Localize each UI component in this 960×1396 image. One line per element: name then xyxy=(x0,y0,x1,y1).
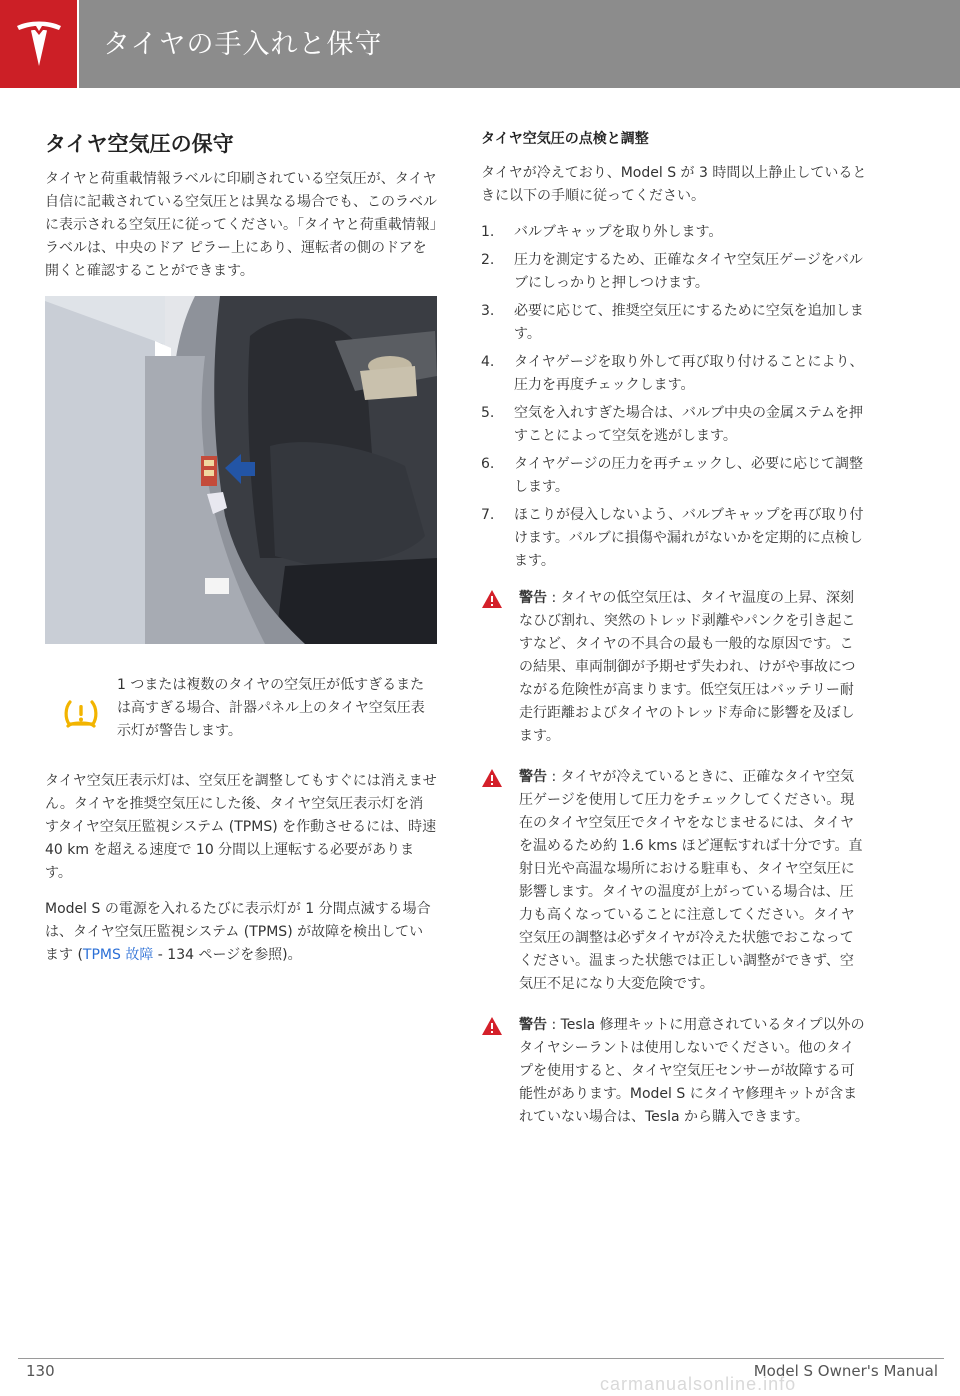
tpms-fault-text: Model S の電源を入れるたびに表示灯が 1 分間点滅する場合は、タイヤ空気圧監視システム (TPMS) が故障を検出しています ( xyxy=(45,901,431,963)
header-bar xyxy=(79,0,960,88)
step-item: 7. ほこりが侵入しないよう、バルブキャップを再び取り付けます。バルブに損傷や漏れがないかを定期的に点検します。 xyxy=(481,507,864,569)
step-item: 6. タイヤゲージの圧力を再チェックし、必要に応じて調整します。 xyxy=(481,456,864,495)
subsection-title: タイヤ空気圧の点検と調整 xyxy=(481,131,649,147)
warning-text: : Tesla 修理キットに用意されているタイプ以外のタイヤシーラントは使用しないでください。他のタイプを使用すると、タイヤ空気圧センサーが故障する可能性があります。Model S にタイヤ修理キットが含まれていない場合は、Tesla から購入できます。 xyxy=(519,1017,865,1125)
warning-block xyxy=(481,766,871,996)
intro-paragraph: タイヤと荷重載情報ラベルに印刷されている空気圧が、タイヤ自信に記載されている空気圧とは異なる場合でも、このラベルに表示される空気圧に従ってください。「タイヤと荷重載情報」ラベルは、中央のドア ピラー上にあり、運転者の側のドアを開くと確認することができます。 xyxy=(45,171,437,279)
door-pillar-label-photo xyxy=(45,296,437,644)
section-title: タイヤ空気圧の保守 xyxy=(45,131,234,156)
warning-text: : タイヤの低空気圧は、タイヤ温度の上昇、深刻なひび割れ、突然のトレッド剥離やパンクを引き起こすなど、タイヤの不具合の最も一般的な原因です。この結果、車両制御が予期せず失われ、けがや事故につながる危険性が高まります。低空気圧はバッテリー耐走行距離およびタイヤのトレッド寿命に影響を及ぼします。 xyxy=(519,590,856,744)
tesla-logo-icon xyxy=(15,18,63,70)
procedure-intro: タイヤが冷えており、Model S が 3 時間以上静止しているときに以下の手順に従ってください。 xyxy=(481,165,867,204)
procedure-steps xyxy=(481,221,871,573)
warning-label: 警告 xyxy=(519,769,547,785)
watermark: carmanualsonline.info xyxy=(600,1374,797,1394)
warning-label: 警告 xyxy=(519,1017,547,1033)
page-number: 130 xyxy=(26,1362,55,1380)
warning-label: 警告 xyxy=(519,590,547,606)
manual-name: Model S Owner's Manual xyxy=(753,1362,938,1380)
step-item: 3. 必要に応じて、推奨空気圧にするために空気を追加します。 xyxy=(481,303,864,342)
warning-block xyxy=(481,1014,871,1129)
warning-text: : タイヤが冷えているときに、正確なタイヤ空気圧ゲージを使用して圧力をチェックしてください。現在のタイヤ空気圧でタイヤをなじませるには、タイヤを温めるため約 1.6 kms ほど運転すれば十分です。直射日光や高温な場所における駐車も、タイヤ空気圧に影響します。タイヤの温度が上がっている場合は、圧力も高くなっていることに注意してください。タイヤ空気圧の調整は必ずタイヤが冷えた状態でおこなってください。温まった状態では正しい調整ができず、空気圧不足になり大変危険です。 xyxy=(519,769,863,992)
step-item: 2. 圧力を測定するため、正確なタイヤ空気圧ゲージをバルブにしっかりと押しつけます。 xyxy=(481,252,863,291)
tpms-fault-paragraph xyxy=(45,898,437,967)
tpms-note-text: 1 つまたは複数のタイヤの空気圧が低すぎるまたは高すぎる場合、計器パネル上のタイヤ空気圧表示灯が警告します。 xyxy=(117,677,425,739)
footer-divider xyxy=(18,1358,944,1359)
step-item: 5. 空気を入れすぎた場合は、バルブ中央の金属ステムを押すことによって空気を逃がします。 xyxy=(481,405,864,444)
tpms-fault-link[interactable]: TPMS 故障 xyxy=(82,947,154,963)
right-column xyxy=(481,128,871,1147)
tpms-fault-page-ref: - 134 ページを参照)。 xyxy=(153,947,302,963)
tpms-warning-icon xyxy=(45,674,117,744)
tpms-paragraph: タイヤ空気圧表示灯は、空気圧を調整してもすぐには消えません。タイヤを推奨空気圧にした後、タイヤ空気圧表示灯を消すタイヤ空気圧監視システム (TPMS) を作動させるには、時速 40 km を超える速度で 10 分間以上運転する必要があります。 xyxy=(45,773,437,881)
tesla-logo xyxy=(0,0,77,88)
step-item: 4. タイヤゲージを取り外して再び取り付けることにより、圧力を再度チェックします。 xyxy=(481,354,864,393)
step-item: 1. バルブキャップを取り外します。 xyxy=(481,224,723,240)
tpms-note xyxy=(45,674,437,744)
warning-triangle-icon xyxy=(481,587,519,613)
left-column xyxy=(45,128,437,980)
warning-block xyxy=(481,587,871,748)
page-title: タイヤの手入れと保守 xyxy=(103,29,383,60)
warning-triangle-icon xyxy=(481,1014,519,1040)
warning-triangle-icon xyxy=(481,766,519,792)
